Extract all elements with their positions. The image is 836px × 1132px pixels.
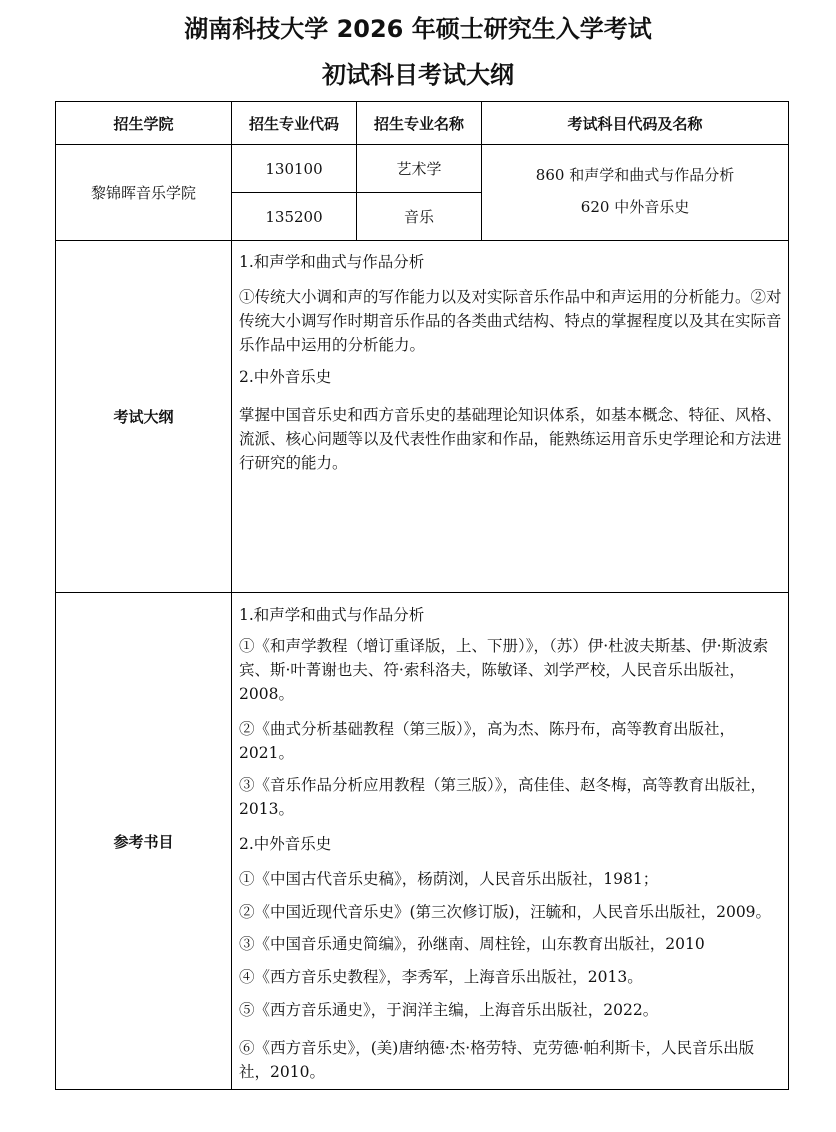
outline-paragraph-2: 掌握中国音乐史和西方音乐史的基础理论知识体系，如基本概念、特征、风格、流派、核心问题等以及代表性作曲家和作品，能熟练运用音乐史学理论和方法进行研究的能力。 [239,406,782,472]
major-name-1: 艺术学 [396,160,442,178]
references-label: 参考书目 [113,832,174,851]
reference-item: ⑥《西方音乐史》，(美)唐纳德·杰·格劳特、克劳德·帕利斯卡，人民音乐出版社，2010。 [239,1039,755,1081]
references-heading-1: 1.和声学和曲式与作品分析 [239,606,425,624]
exam-subject-2: 620 中外音乐史 [580,198,690,216]
reference-item: ②《中国近现代音乐史》(第三次修订版)，汪毓和，人民音乐出版社，2009。 [239,903,772,921]
table-border-right [788,101,789,1090]
header-major-name: 招生专业名称 [373,114,464,133]
reference-item: ③《中国音乐通史简编》，孙继南、周柱铨，山东教育出版社，2010 [239,935,705,953]
major-name-2: 音乐 [403,208,434,226]
header-college: 招生学院 [113,114,174,133]
reference-item: ①《中国古代音乐史稿》，杨荫浏，人民音乐出版社，1981； [239,870,659,888]
table-column-divider-1 [231,101,232,1090]
outline-paragraph-1: ①传统大小调和声的写作能力以及对实际音乐作品中和声运用的分析能力。②对传统大小调写作时期音乐作品的各类曲式结构、特点的掌握程度以及其在实际音乐作品中运用的分析能力。 [239,288,782,354]
reference-item: ①《和声学教程（增订重译版，上、下册）》，（苏）伊·杜波夫斯基、伊·斯波索宾、斯·叶菁谢也夫、符·索科洛夫，陈敏译、刘学严校，人民音乐出版社，2008。 [239,637,769,703]
exam-subject-list [482,159,788,223]
exam-subject-1: 860 和声学和曲式与作品分析 [535,166,735,184]
outline-heading-1: 1.和声学和曲式与作品分析 [239,253,425,271]
header-major-code: 招生专业代码 [248,114,339,133]
major-code-1: 130100 [265,159,323,178]
major-code-2: 135200 [265,207,323,226]
reference-item: ⑤《西方音乐通史》，于润洋主编，上海音乐出版社，2022。 [239,1001,659,1019]
document-subtitle: 初试科目考试大纲 [322,61,514,89]
reference-item: ③《音乐作品分析应用教程（第三版）》，高佳佳、赵冬梅，高等教育出版社，2013。 [239,776,767,818]
reference-item: ④《西方音乐史教程》，李秀军，上海音乐出版社，2013。 [239,968,643,986]
header-exam-subjects: 考试科目代码及名称 [567,114,703,133]
references-heading-2: 2.中外音乐史 [239,835,332,853]
table-border-bottom [55,1089,789,1090]
document-title: 湖南科技大学 2026 年硕士研究生入学考试 [184,15,652,43]
reference-item: ②《曲式分析基础教程（第三版）》，高为杰、陈丹布，高等教育出版社，2021。 [239,720,736,762]
outline-label: 考试大纲 [113,408,174,426]
outline-heading-2: 2.中外音乐史 [239,368,332,386]
college-name: 黎锦晖音乐学院 [90,184,196,202]
